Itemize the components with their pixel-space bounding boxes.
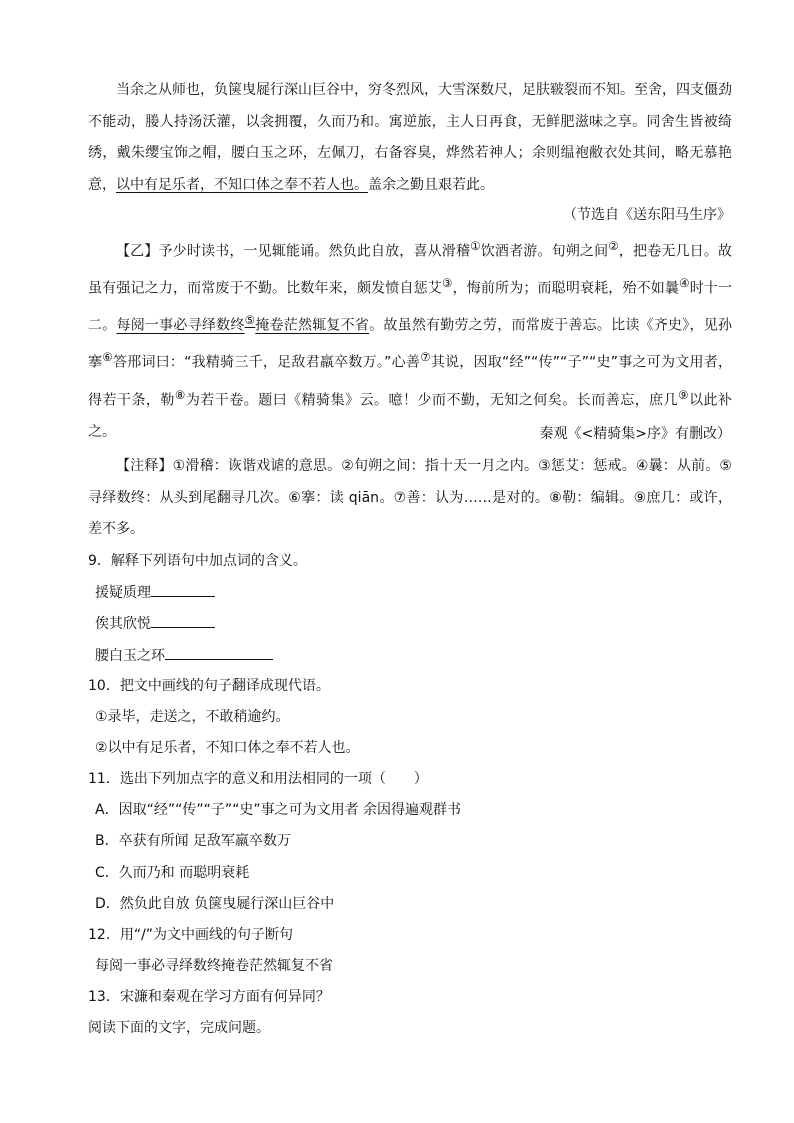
footnote-marker: ① (470, 239, 481, 253)
annotation-notes: 【注释】①滑稽：诙谐戏谑的意思。②旬朔之间：指十天一月之内。③惩艾：惩戒。④曩：从前。⑤寻绎数终：从头到尾翻寻几次。⑥搴：读 qiān。⑦善：认为……是对的。⑧勒：编辑。⑨庶几：或许，差不多。 (88, 458, 732, 537)
question-9-item (95, 645, 273, 666)
passage-jia-text: 当余之从师也，负箧曳屣行深山巨谷中，穷冬烈风，大雪深数尺，足肤皲裂而不知。至舍，四支僵劲不能动，媵人持汤沃灌，以衾拥覆，久而乃和。寓逆旅，主人日再食，无鲜肥滋味之享。同舍生皆被绮绣，戴朱缨宝饰之帽，腰白玉之环，左佩刀，右备容臭，烨然若神人；余则缊袍敝衣处其间，略无慕艳意， (88, 82, 732, 193)
question-9-item-text: 腰白玉之环 (95, 648, 165, 664)
passage-yi (88, 231, 732, 448)
passage-jia-source: （节选自《送东阳马生序》 (563, 207, 731, 223)
footnote-marker: ⑨ (678, 387, 690, 402)
passage-jia (88, 75, 732, 201)
passage-yi-text: 答邢词曰：“我精骑三千，足敌君羸卒数万。”心善 (112, 355, 421, 372)
passage-yi-text: 饮酒者游。旬朔之间 (480, 243, 609, 260)
footnote-marker: ④ (679, 276, 690, 291)
passage-yi-text: 。故虽然有勤劳之劳，而常废于善忘。比读《齐史》，见孙搴 (88, 317, 732, 372)
question-10-item: ②以中有足乐者，不知口体之奉不若人也。 (95, 740, 360, 756)
passage-yi-text: 其说，因取“经”“传”“子”“史”事之可为文用者，得若干条，勒 (88, 355, 732, 409)
question-13-stem: 13．宋濂和秦观在学习方面有何异同？ (88, 989, 330, 1005)
question-9-item (95, 613, 215, 634)
passage-jia-underlined-sentence: 以中有足乐者，不知口体之奉不若人也。 (116, 176, 368, 193)
question-9-item-text: 俟其欣悦 (95, 616, 151, 632)
question-11-option-d[interactable]: D．然负此自放 负箧曳屣行深山巨谷中 (95, 896, 335, 912)
passage-yi-text: 以此补之。 (88, 392, 733, 440)
footnote-marker: ⑧ (174, 387, 186, 402)
footnote-marker: ⑦ (420, 350, 431, 365)
question-9-stem: 9．解释下列语句中加点词的含义。 (88, 553, 307, 569)
question-12-stem: 12．用“/”为文中画线的句子断句 (88, 927, 294, 943)
passage-yi-text: 时十一二。 (88, 280, 733, 334)
footnote-marker: ⑤ (244, 313, 256, 328)
footnote-marker: ③ (441, 276, 453, 291)
passage-yi-text: ，悔前所为；而聪明衰耗，殆不如曩 (452, 280, 680, 297)
footnote-marker: ⑥ (102, 350, 113, 365)
question-12-sentence: 每阅一事必寻绎数终掩卷茫然辄复不省 (95, 958, 333, 974)
question-11-option-c[interactable]: C．久而乃和 而聪明衰耗 (95, 865, 250, 881)
question-10-stem: 10．把文中画线的句子翻译成现代语。 (88, 678, 330, 694)
answer-blank[interactable] (151, 582, 215, 597)
question-9-item (95, 582, 215, 603)
question-11-stem: 11．选出下列加点字的意义和用法相同的一项（ ） (88, 771, 428, 787)
question-9-item-text: 援疑质理 (95, 585, 151, 601)
passage-yi-text: 为若干卷。题曰《精骑集》云。噫！少而不勤，无知之何矣。长而善忘，庶几 (185, 392, 679, 409)
passage-yi-source: 秦观《<精骑集>序》有删改） (539, 426, 731, 442)
question-10-item: ①录毕，走送之，不敢稍逾约。 (95, 709, 290, 725)
question-11-option-a[interactable]: A．因取“经”“传”“子”“史”事之可为文用者 余因得遍观群书 (95, 802, 462, 818)
answer-blank[interactable] (165, 645, 273, 660)
passage-yi-underlined-sentence: 掩卷茫然辄复不省 (255, 317, 370, 334)
passage-yi-text: ，把卷无几日。故虽有强记之力，而常废于不勤。比数年来，颇发愤自惩艾 (88, 243, 733, 297)
answer-blank[interactable] (151, 613, 215, 628)
passage-yi-text: 【乙】予少时读书，一见辄能诵。然负此自放，喜从滑稽 (116, 243, 471, 260)
next-section-instruction: 阅读下面的文字，完成问题。 (88, 1020, 270, 1036)
footnote-marker: ② (608, 239, 619, 253)
question-11-option-b[interactable]: B．卒获有所闻 足敌军羸卒数万 (95, 833, 292, 849)
passage-yi-underlined-sentence: 每阅一事必寻绎数终 (116, 317, 245, 334)
passage-jia-text-end: 盖余之勤且艰若此。 (368, 176, 494, 193)
